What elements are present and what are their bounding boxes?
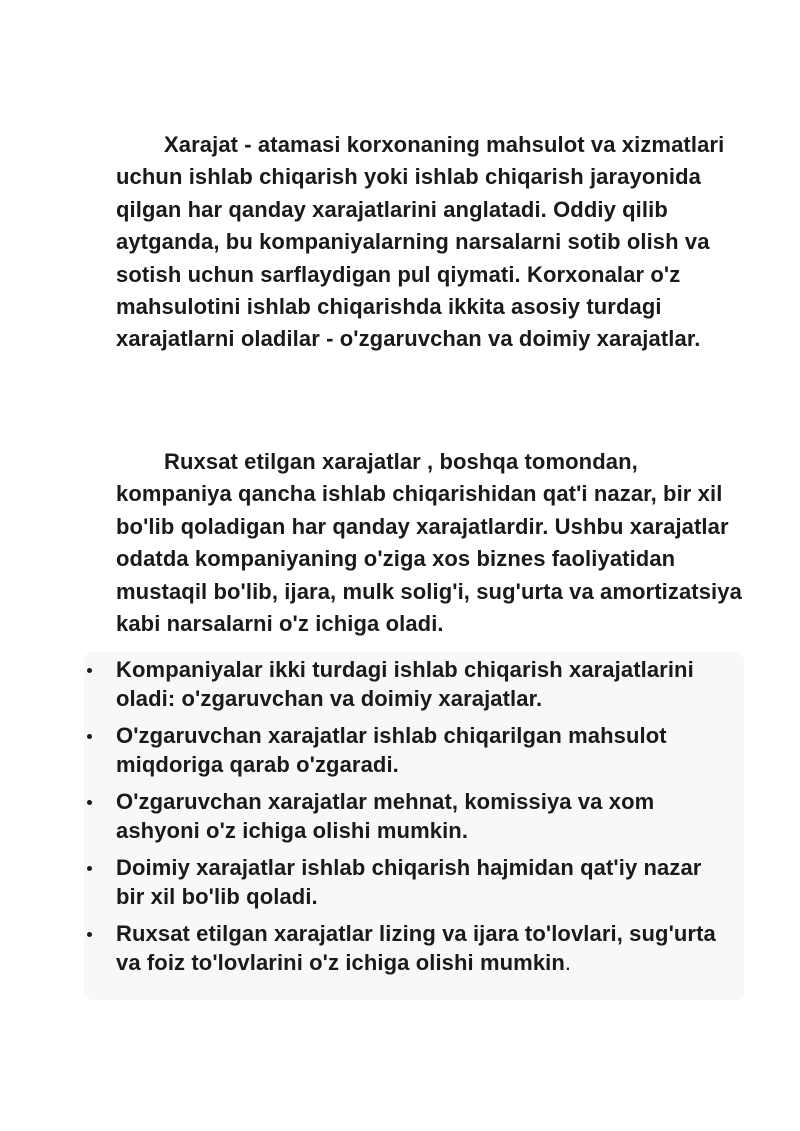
bullet-icon — [87, 668, 92, 673]
list-item-tail: . — [564, 949, 572, 975]
key-points-list — [84, 656, 734, 986]
list-item — [84, 788, 734, 845]
list-item-text: Kompaniyalar ikki turdagi ishlab chiqarish xarajatlarini oladi: o'zgaruvchan va doimiy xarajatlar. — [116, 657, 694, 711]
list-item-text: O'zgaruvchan xarajatlar ishlab chiqarilgan mahsulot miqdoriga qarab o'zgaradi. — [116, 723, 667, 777]
list-item — [84, 920, 734, 977]
paragraph-expenses-definition: Xarajat - atamasi korxonaning mahsulot va xizmatlari uchun ishlab chiqarish yoki ishlab chiqarish jarayonida qilgan har qanday xarajatlarini anglatadi. Oddiy qilib aytganda, bu kompaniyalarning narsalarni sotib olish va sotish uchun sarflaydigan pul qiymati. Korxonalar o'z mahsulotini ishlab chiqarishda ikkita asosiy turdagi xarajatlarni oladilar - o'zgaruvchan va doimiy xarajatlar. — [116, 132, 725, 352]
list-item — [84, 854, 734, 911]
bullet-icon — [87, 932, 92, 937]
list-item — [84, 722, 734, 779]
bullet-icon — [87, 866, 92, 871]
list-item-text: Doimiy xarajatlar ishlab chiqarish hajmidan qat'iy nazar bir xil bo'lib qoladi. — [116, 855, 702, 909]
list-item-text: Ruxsat etilgan xarajatlar lizing va ijara to'lovlari, sug'urta va foiz to'lovlarini o'z ichiga olishi mumkin — [116, 921, 716, 975]
list-item — [84, 656, 734, 713]
bullet-icon — [87, 734, 92, 739]
paragraph-fixed-costs: Ruxsat etilgan xarajatlar , boshqa tomondan, kompaniya qancha ishlab chiqarishidan qat'i nazar, bir xil bo'lib qoladigan har qanday xarajatlardir. Ushbu xarajatlar odatda kompaniyaning o'ziga xos biznes faoliyatidan mustaqil bo'lib, ijara, mulk solig'i, sug'urta va amortizatsiya kabi narsalarni o'z ichiga oladi. — [116, 449, 742, 637]
list-item-text: O'zgaruvchan xarajatlar mehnat, komissiya va xom ashyoni o'z ichiga olishi mumkin. — [116, 789, 655, 843]
bullet-icon — [87, 800, 92, 805]
